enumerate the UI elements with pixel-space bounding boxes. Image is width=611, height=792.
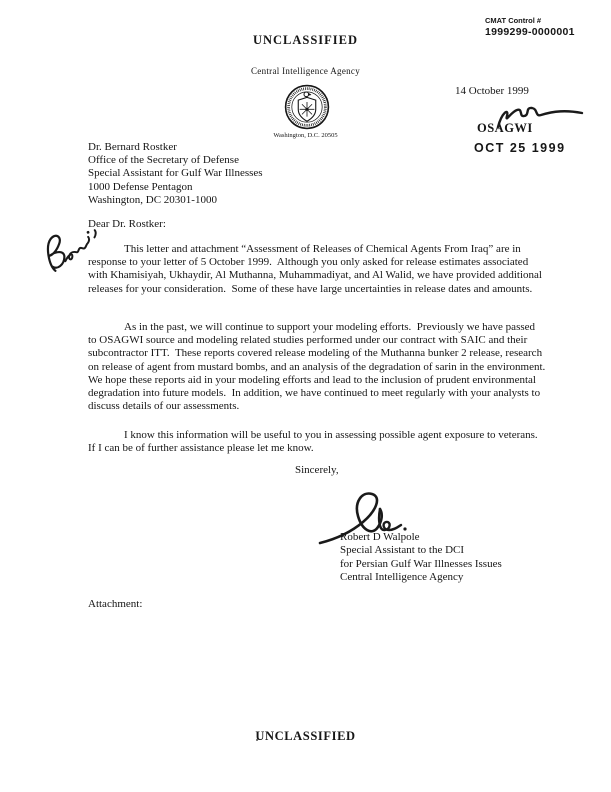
classification-banner-top: UNCLASSIFIED [252,33,359,47]
signer-title-line: Special Assistant to the DCI [340,544,465,557]
attachment-label: Attachment: [88,598,143,610]
salutation: Dear Dr. Rostker: [88,218,166,230]
body-paragraph: As in the past, we will continue to support your modeling efforts. Previously we have passed to OSAGWI source and modeling related studies performed under our contract with SAIC and their subcontractor ITT. These reports covered release modeling of the Muthanna bunker 2 release, research on release of agent from mustard bombs, and an analysis of the degradation of sarin in the environment. We hope these reports aid in your modeling efforts and lead to the inclusion of prudent environmental degradation into future models. In addition, we have continued to meet regularly with your analysts to discuss details of our assessments. [88,321,551,413]
address-line: 1000 Defense Pentagon [88,180,193,193]
cmat-control-number: 1999299-0000001 [485,25,575,38]
handwritten-initials-icon [492,104,584,134]
address-line: Special Assistant for Gulf War Illnesses [88,167,263,180]
address-line: Dr. Bernard Rostker [88,141,177,153]
cia-seal-icon [284,84,330,130]
classification-banner-bottom: UNCLASSIFIED [255,729,356,743]
signer-title-line: Central Intelligence Agency [340,571,464,584]
body-paragraph: This letter and attachment “Assessment of Releases of Chemical Agents From Iraq” are in response to your letter of 5 October 1999. Although you only asked for release estimates associated with Khamisiyah, Ukhaydir, Al Muthanna, Muhammadiyat, and Al Walid, we have provided additional releases for your consideration. Some of these have large uncertainties in release dates and amounts. [88,243,545,295]
address-line: Washington, DC 20301-1000 [88,193,217,206]
received-date-stamp: OCT 25 1999 [474,141,566,155]
address-line: Office of the Secretary of Defense [88,154,239,167]
osagwi-stamp-label: OSAGWI [477,121,533,135]
letter-date: 14 October 1999 [455,85,529,97]
cmat-control-label: CMAT Control # [485,16,542,25]
signer-title-line: for Persian Gulf War Illnesses Issues [340,557,502,570]
signer-name: Robert D Walpole [340,531,420,543]
recipient-address [88,141,263,207]
signature-block [340,531,502,585]
letterhead-address: Washington, D.C. 20505 [273,132,338,139]
cmat-control-block [485,17,575,38]
body-paragraph: I know this information will be useful to you in assessing possible agent exposure to veterans. If I can be of further assistance please let me know. [88,429,544,455]
letterhead-agency-name: Central Intelligence Agency [250,66,361,76]
closing-sincerely: Sincerely, [295,464,339,476]
